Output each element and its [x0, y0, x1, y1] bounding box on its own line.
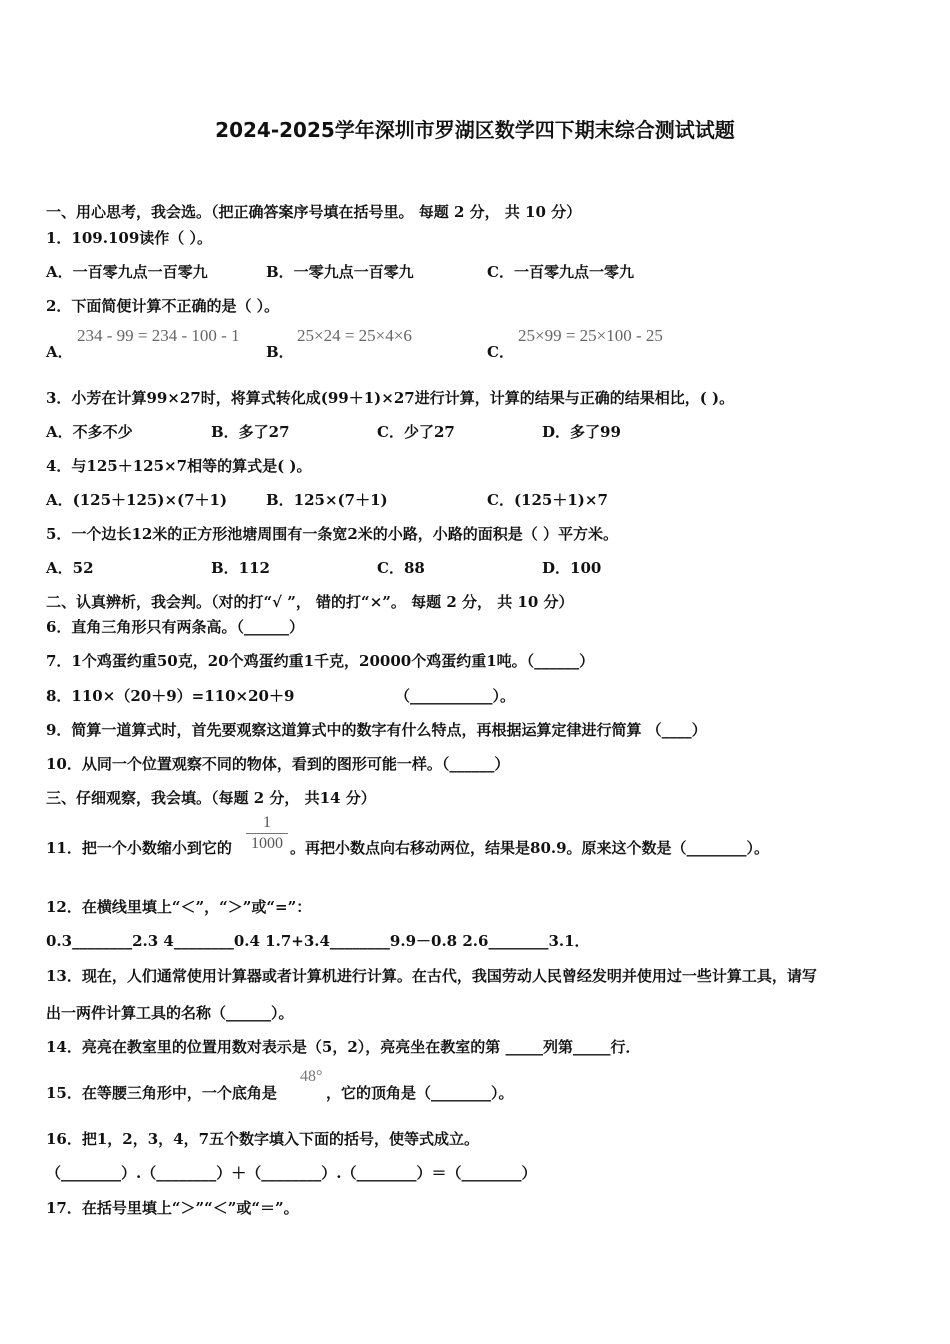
q2-option-b-formula: 25×24 = 25×4×6 — [297, 326, 412, 345]
q3-option-d: D．多了99 — [542, 423, 621, 441]
q4-option-c: C．(125＋1)×7 — [487, 491, 608, 509]
section-1-heading: 一、用心思考，我会选。（把正确答案序号填在括号里。 每题 2 分， 共 10 分） — [46, 203, 582, 221]
q15-angle-value: 48° — [300, 1068, 323, 1085]
question-15-prefix: 15．在等腰三角形中，一个底角是 — [46, 1084, 277, 1102]
question-13-line-2: 出一两件计算工具的名称（______）。 — [46, 1004, 294, 1022]
q5-option-b: B．112 — [211, 559, 270, 577]
q2-option-c-label: C． — [487, 343, 514, 361]
question-1: 1．109.109读作（ ）。 — [46, 229, 213, 247]
q1-option-b: B．一零九点一百零九 — [266, 263, 414, 281]
question-8-right: （___________）。 — [395, 687, 516, 705]
q2-option-a-label: A． — [46, 343, 73, 361]
q11-fraction-bar — [246, 833, 288, 834]
question-11-prefix: 11．把一个小数缩小到它的 — [46, 839, 232, 857]
q4-option-a: A．(125＋125)×(7＋1) — [46, 491, 228, 509]
q5-option-d: D．100 — [542, 559, 602, 577]
q3-option-b: B．多了27 — [211, 423, 290, 441]
question-16-equation: （________）.（________）＋（________）.（________）＝（________） — [46, 1164, 537, 1182]
q5-option-c: C．88 — [377, 559, 425, 577]
question-14: 14．亮亮在教室里的位置用数对表示是（5，2），亮亮坐在教室的第 _____列第_____行． — [46, 1038, 641, 1056]
question-5: 5．一个边长12米的正方形池塘周围有一条宽2米的小路，小路的面积是（ ）平方米。 — [46, 525, 618, 543]
question-16: 16．把1，2，3，4，7五个数字填入下面的括号，使等式成立。 — [46, 1130, 480, 1148]
question-17: 17．在括号里填上“＞”“＜”或“＝”。 — [46, 1199, 299, 1217]
q2-option-a-formula: 234 - 99 = 234 - 100 - 1 — [77, 326, 240, 345]
q1-option-a: A．一百零九点一百零九 — [46, 263, 208, 281]
question-12: 12．在横线里填上“＜”，“＞”或“=”： — [46, 898, 312, 916]
page-title: 2024-2025学年深圳市罗湖区数学四下期末综合测试试题 — [215, 118, 735, 142]
q2-option-b-label: B． — [266, 343, 294, 361]
question-15-suffix: ，它的顶角是（________）。 — [326, 1084, 514, 1102]
question-6: 6．直角三角形只有两条高。（______） — [46, 618, 304, 636]
question-3: 3．小芳在计算99×27时，将算式转化成(99＋1)×27进行计算，计算的结果与正确的结果相比，( )。 — [46, 389, 735, 407]
question-7: 7．1个鸡蛋约重50克，20个鸡蛋约重1千克，20000个鸡蛋约重1吨。（______） — [46, 652, 595, 670]
question-8-left: 8．110×（20＋9）=110×20＋9 — [46, 687, 295, 705]
q5-option-a: A．52 — [46, 559, 94, 577]
q3-option-a: A．不多不少 — [46, 423, 133, 441]
q11-fraction — [246, 814, 288, 853]
question-13-line-1: 13．现在，人们通常使用计算器或者计算机进行计算。在古代，我国劳动人民曾经发明并使用过一些计算工具，请写 — [46, 967, 817, 985]
q4-option-b: B．125×(7＋1) — [266, 491, 388, 509]
question-4: 4．与125＋125×7相等的算式是( )。 — [46, 457, 312, 475]
q3-option-c: C．少了27 — [377, 423, 455, 441]
q11-fraction-denominator: 1000 — [251, 835, 283, 852]
section-2-heading: 二、认真辨析，我会判。（对的打“√ ”， 错的打“×”。 每题 2 分， 共 10 分） — [46, 593, 574, 611]
question-9: 9．简算一道算式时，首先要观察这道算式中的数字有什么特点，再根据运算定律进行简算 （____） — [46, 721, 707, 739]
question-10: 10．从同一个位置观察不同的物体，看到的图形可能一样。（______） — [46, 755, 510, 773]
question-2: 2．下面简便计算不正确的是（ ）。 — [46, 297, 280, 315]
q1-option-c: C．一百零九点一零九 — [487, 263, 634, 281]
q2-option-c-formula: 25×99 = 25×100 - 25 — [518, 326, 663, 345]
question-12-items: 0.3________2.3 4________0.4 1.7+3.4________9.9－0.8 2.6________3.1． — [46, 932, 590, 950]
section-3-heading: 三、仔细观察，我会填。（每题 2 分， 共14 分） — [46, 789, 376, 807]
q11-fraction-numerator: 1 — [263, 814, 271, 831]
question-11-suffix: 。再把小数点向右移动两位，结果是80.9。原来这个数是（________）。 — [290, 839, 770, 857]
